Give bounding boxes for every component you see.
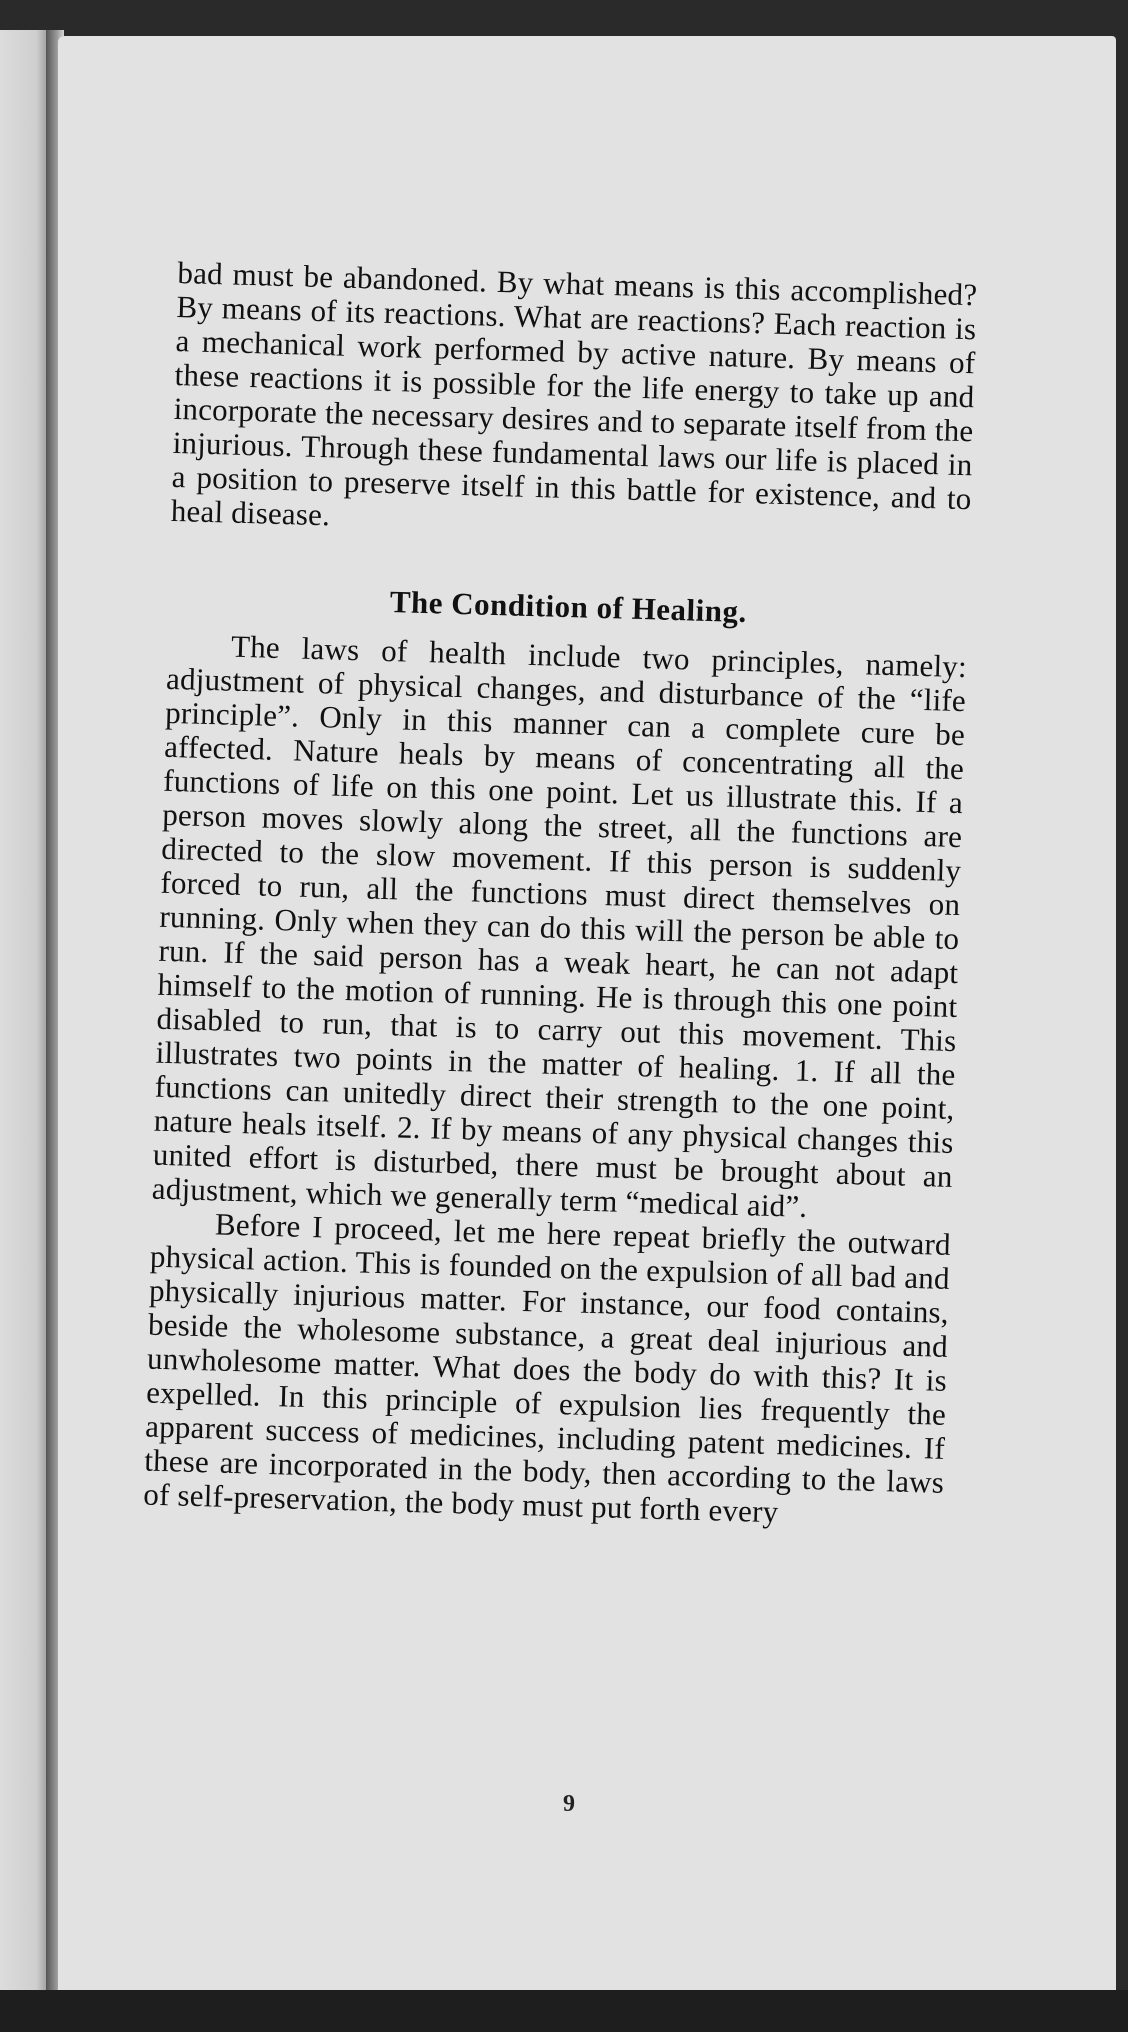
left-page-edge bbox=[0, 30, 52, 2020]
page-number: 9 bbox=[563, 1791, 575, 1817]
page-text-block bbox=[143, 256, 978, 1534]
body-paragraph-3: Before I proceed, let me here repeat briefly the outward physical action. This is founded on the expulsion of all bad and physically injurious matter. For instance, our food contains, beside the wholesome substance, a great deal injurious and unwholesome matter. What does the body do with this? It is expelled. In this principle of expulsion lies frequently the apparent success of medicines, including patent medicines. If these are incorporated in the body, then according to the laws of self-preservation, the body must put forth every bbox=[142, 1206, 952, 1530]
body-paragraph-2: The laws of health include two principles, namely: adjustment of physical changes, and disturbance of the “life principle”. Only in this manner can a complete cure be affected. Nature heals by means of concentrating all the functions of life on this one point. Let us illustrate this. If a person moves slowly along the street, all the functions are directed to the slow movement. If this person is suddenly forced to run, all the functions must direct themselves on running. Only when they can do this will the person be able to run. If the said person has a weak heart, he can not adapt himself to the motion of running. He is through this one point disabled to run, that is to carry out this movement. This illustrates two points in the matter of healing. 1. If all the functions can unitedly direct their strength to the one point, nature heals itself. 2. If by means of any physical changes this united effort is disturbed, there must be brought about an adjustment, which we generally term “medical aid”. bbox=[151, 628, 968, 1224]
book-page bbox=[58, 36, 1116, 1996]
background-bottom bbox=[0, 1990, 1128, 2032]
opening-paragraph: bad must be abandoned. By what means is this accomplished? By means of its reactions. What are reactions? Each reaction is a mechanical work performed by active nature. By means of these reactions it is possible for the life energy to take up and incorporate the necessary desires and to separate itself from the injurious. Through these fundamental laws our life is placed in a position to preserve itself in this battle for existence, and to heal disease. bbox=[170, 255, 978, 533]
section-heading: The Condition of Healing. bbox=[389, 584, 748, 630]
